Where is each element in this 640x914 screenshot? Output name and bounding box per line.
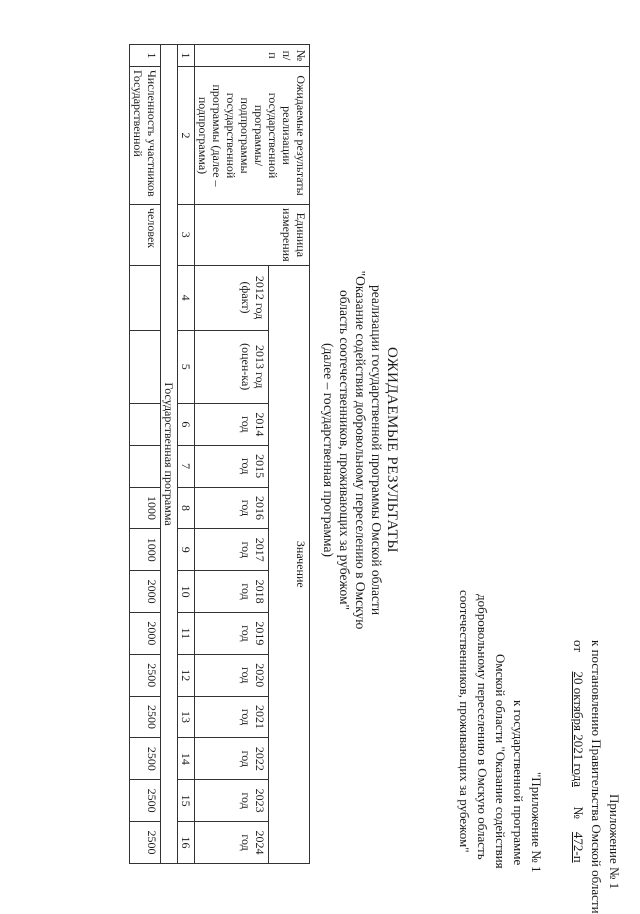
column-number: 16 [178,822,195,864]
row-value [130,445,161,487]
year-header: 2019 год [195,612,269,654]
year-header: 2016 год [195,487,269,529]
document-subtitle-3: область соотечественников, проживающих за рубежом" [337,289,352,611]
row-num: 1 [130,45,161,67]
appendix-date-line: от 20 октября 2021 года № 472-п [571,640,586,863]
document-subtitle-2: "Оказание содействия добровольному переселению в Омскую [353,270,368,630]
program-ref-line5: соотечественников, проживающих за рубежом" [457,590,472,853]
header-value: Значение [269,265,310,863]
column-number: 6 [178,403,195,445]
row-value: 2500 [130,696,161,738]
document-heading: ОЖИДАЕМЫЕ РЕЗУЛЬТАТЫ [384,347,400,553]
document-subtitle-1: реализации государственной программы Омской области [369,284,384,616]
row-value [130,265,161,330]
year-header: 2021 год [195,696,269,738]
column-number: 1 [178,45,195,67]
column-number: 5 [178,330,195,403]
row-value [130,330,161,403]
year-header: 2012 год (факт) [195,265,269,330]
section-title: Государственная программа [161,45,178,864]
row-value: 1000 [130,487,161,529]
appendix-title: Приложение № 1 [607,794,622,890]
row-value [130,403,161,445]
year-header: 2020 год [195,654,269,696]
column-number: 13 [178,696,195,738]
column-number: 15 [178,780,195,822]
column-number: 9 [178,529,195,571]
year-header: 2015 год [195,445,269,487]
year-header: 2017 год [195,529,269,571]
column-number: 11 [178,612,195,654]
header-results: Ожидаемые результаты реализации государственной программы/подпрограммы государственной программы (далее – подпрограмма) [195,67,310,205]
year-header: 2022 год [195,738,269,780]
row-value: 2500 [130,780,161,822]
year-header: 2023 год [195,780,269,822]
column-number: 2 [178,67,195,205]
results-table [129,44,310,864]
row-value: 2000 [130,571,161,613]
column-number: 12 [178,654,195,696]
year-header: 2018 год [195,571,269,613]
column-number: 3 [178,205,195,266]
row-value: 1000 [130,529,161,571]
column-numbers-row [178,45,195,864]
column-number: 10 [178,571,195,613]
appendix-decree: к постановлению Правительства Омской области [589,640,604,914]
row-name: Численность участников Государственной [130,67,161,205]
program-ref-line3: Омской области "Оказание содействия [493,654,508,869]
year-header: 2013 год (оцен-ка) [195,330,269,403]
column-number: 14 [178,738,195,780]
header-num: № п/п [195,45,310,67]
table-row [130,45,161,864]
column-number: 4 [178,265,195,330]
row-value: 2000 [130,612,161,654]
program-ref-line4: добровольному переселению в Омскую область [475,594,490,860]
header-unit: Единица измерения [195,205,310,266]
appendix-number: 472-п [571,831,586,863]
row-unit: человек [130,205,161,266]
document-subtitle-4: (далее – государственная программа) [321,343,336,557]
year-header: 2024 год [195,822,269,864]
program-ref-line2: к государственной программе [511,700,526,866]
section-row [161,45,178,864]
appendix-date: 20 октября 2021 года [571,671,586,788]
document-title [320,210,400,690]
row-value: 2500 [130,822,161,864]
column-number: 8 [178,487,195,529]
row-value: 2500 [130,654,161,696]
column-number: 7 [178,445,195,487]
program-ref-title: "Приложение № 1 [529,772,544,873]
year-header: 2014 год [195,403,269,445]
row-value: 2500 [130,738,161,780]
